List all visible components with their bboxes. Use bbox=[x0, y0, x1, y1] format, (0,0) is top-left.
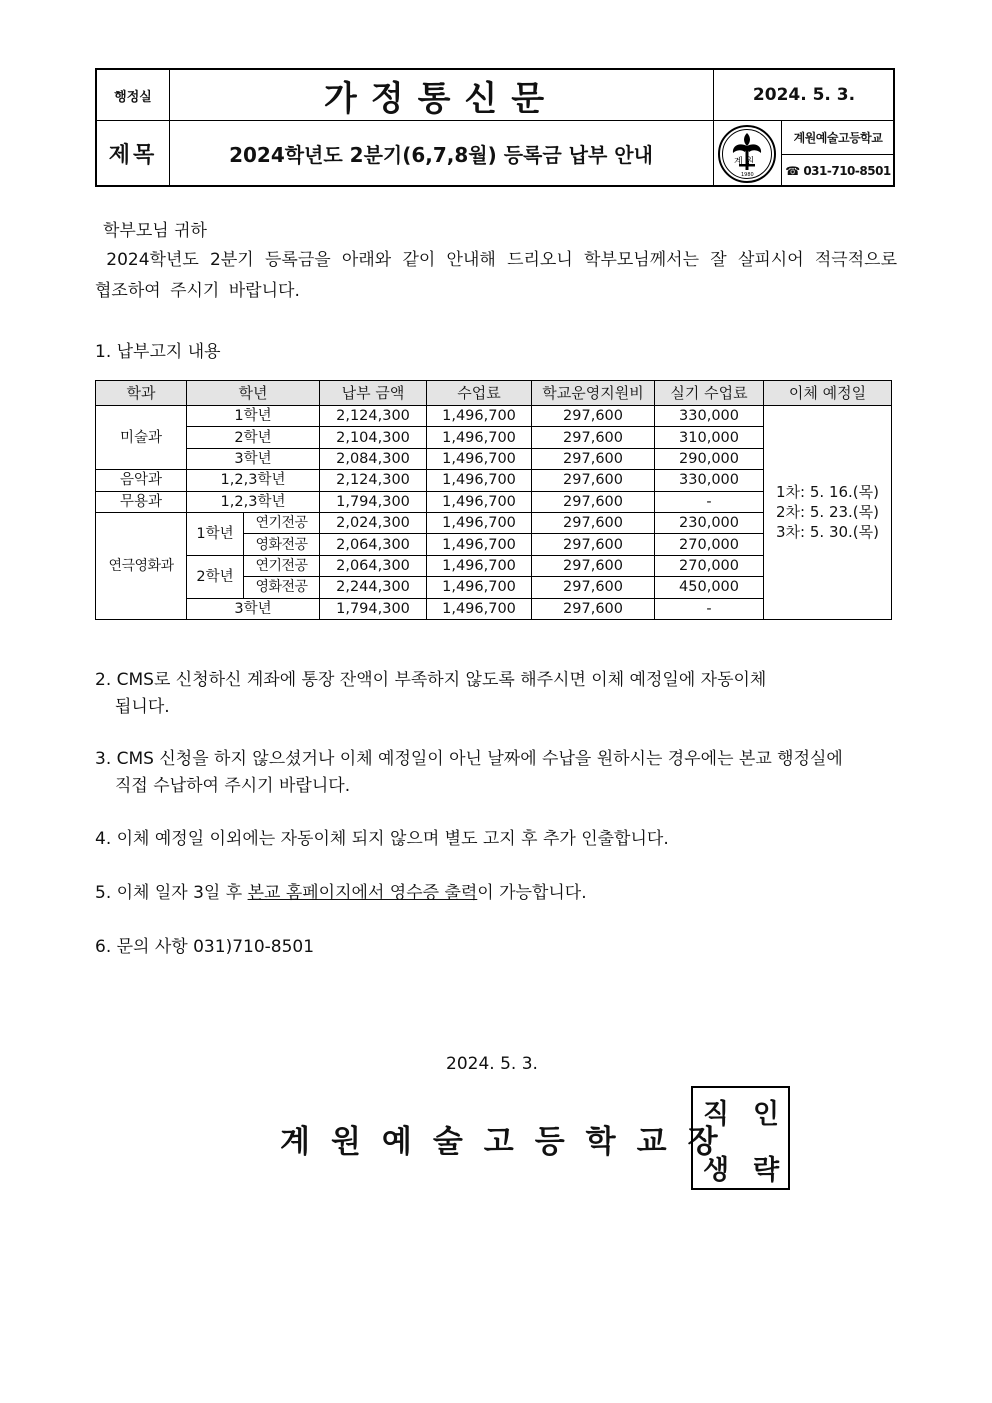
schedule-2: 2차: 5. 23.(목) bbox=[776, 503, 879, 522]
seal-char: 직 bbox=[703, 1099, 730, 1130]
dept-cell: 미술과 bbox=[96, 406, 187, 470]
tuition-cell: 1,496,700 bbox=[427, 577, 532, 598]
col-tuition: 수업료 bbox=[427, 381, 532, 406]
grade-cell: 2학년 bbox=[187, 427, 320, 448]
schedule-3: 3차: 5. 30.(목) bbox=[776, 523, 879, 542]
support-cell: 297,600 bbox=[532, 448, 655, 469]
practical-cell: - bbox=[655, 491, 764, 512]
note-5: 5. 이체 일자 3일 후 본교 홈페이지에서 영수증 출력이 가능합니다. bbox=[95, 883, 587, 903]
official-seal-box bbox=[691, 1086, 790, 1190]
practical-cell: 270,000 bbox=[655, 534, 764, 555]
major-cell: 연기전공 bbox=[244, 555, 320, 576]
document-title: 가정통신문 bbox=[323, 78, 559, 119]
major-cell: 영화전공 bbox=[244, 534, 320, 555]
support-cell: 297,600 bbox=[532, 512, 655, 533]
practical-cell: 310,000 bbox=[655, 427, 764, 448]
intro-paragraph: 2024학년도 2분기 등록금을 아래와 같이 안내해 드리오니 학부모님께서는 잘 살피시어 적극적으로 협조하여 주시기 바랍니다. bbox=[95, 250, 897, 301]
note-6: 6. 문의 사항 031)710-8501 bbox=[95, 937, 315, 957]
practical-cell: 290,000 bbox=[655, 448, 764, 469]
col-support: 학교운영지원비 bbox=[532, 381, 655, 406]
total-cell: 2,064,300 bbox=[320, 555, 427, 576]
note-3: 3. CMS 신청을 하지 않으셨거나 이체 예정일이 아닌 날짜에 수납을 원하시는 경우에는 본교 행정실에 직접 수납하여 주시기 바랍니다. bbox=[95, 749, 843, 796]
notice-header bbox=[95, 68, 895, 187]
table-header-row bbox=[96, 381, 892, 406]
tuition-cell: 1,496,700 bbox=[427, 470, 532, 491]
svg-text:계 원: 계 원 bbox=[734, 156, 755, 167]
schedule-1: 1차: 5. 16.(목) bbox=[776, 483, 879, 502]
total-cell: 2,244,300 bbox=[320, 577, 427, 598]
svg-text:1980: 1980 bbox=[741, 171, 754, 178]
seal-char: 략 bbox=[753, 1155, 780, 1186]
receipt-homepage-text: 본교 홈페이지에서 영수증 출력 bbox=[247, 883, 478, 903]
support-cell: 297,600 bbox=[532, 577, 655, 598]
office-label: 행정실 bbox=[114, 89, 152, 105]
support-cell: 297,600 bbox=[532, 534, 655, 555]
support-cell: 297,600 bbox=[532, 491, 655, 512]
grade-cell: 3학년 bbox=[187, 448, 320, 469]
seal-char: 생 bbox=[703, 1155, 730, 1186]
tuition-cell: 1,496,700 bbox=[427, 406, 532, 427]
dept-cell: 음악과 bbox=[96, 470, 187, 491]
major-cell: 연기전공 bbox=[244, 512, 320, 533]
tuition-cell: 1,496,700 bbox=[427, 427, 532, 448]
col-schedule: 이체 예정일 bbox=[764, 381, 892, 406]
subject-label: 제목 bbox=[108, 143, 158, 168]
principal-name: 계원예술고등학교장 bbox=[280, 1124, 739, 1160]
practical-cell: 270,000 bbox=[655, 555, 764, 576]
tuition-cell: 1,496,700 bbox=[427, 448, 532, 469]
support-cell: 297,600 bbox=[532, 406, 655, 427]
grade-cell: 2학년 bbox=[187, 555, 244, 598]
tuition-cell: 1,496,700 bbox=[427, 598, 532, 619]
table-row bbox=[96, 406, 892, 427]
grade-cell: 1,2,3학년 bbox=[187, 491, 320, 512]
practical-cell: 230,000 bbox=[655, 512, 764, 533]
school-logo bbox=[713, 120, 781, 187]
tuition-cell: 1,496,700 bbox=[427, 555, 532, 576]
total-cell: 2,024,300 bbox=[320, 512, 427, 533]
greeting: 학부모님 귀하 bbox=[103, 221, 207, 241]
total-cell: 2,064,300 bbox=[320, 534, 427, 555]
dept-cell: 연극영화과 bbox=[96, 512, 187, 619]
note-2: 2. CMS로 신청하신 계좌에 통장 잔액이 부족하지 않도록 해주시면 이체 예정일에 자동이체 됩니다. bbox=[95, 670, 767, 717]
tuition-table bbox=[95, 380, 892, 620]
tuition-cell: 1,496,700 bbox=[427, 534, 532, 555]
grade-cell: 3학년 bbox=[187, 598, 320, 619]
practical-cell: - bbox=[655, 598, 764, 619]
practical-cell: 330,000 bbox=[655, 406, 764, 427]
grade-cell: 1학년 bbox=[187, 512, 244, 555]
tuition-cell: 1,496,700 bbox=[427, 512, 532, 533]
seal-char: 인 bbox=[753, 1099, 780, 1130]
tuition-cell: 1,496,700 bbox=[427, 491, 532, 512]
practical-cell: 330,000 bbox=[655, 470, 764, 491]
col-total: 납부 금액 bbox=[320, 381, 427, 406]
total-cell: 1,794,300 bbox=[320, 598, 427, 619]
total-cell: 2,084,300 bbox=[320, 448, 427, 469]
practical-cell: 450,000 bbox=[655, 577, 764, 598]
grade-cell: 1,2,3학년 bbox=[187, 470, 320, 491]
total-cell: 2,124,300 bbox=[320, 470, 427, 491]
school-name: 계원예술고등학교 bbox=[793, 130, 883, 145]
section-1-title: 1. 납부고지 내용 bbox=[95, 342, 221, 362]
grade-cell: 1학년 bbox=[187, 406, 320, 427]
col-dept: 학과 bbox=[96, 381, 187, 406]
school-phone: ☎ 031-710-8501 bbox=[785, 163, 891, 178]
schedule-cell bbox=[764, 406, 892, 620]
col-grade: 학년 bbox=[187, 381, 320, 406]
total-cell: 1,794,300 bbox=[320, 491, 427, 512]
footer-date: 2024. 5. 3. bbox=[446, 1054, 538, 1074]
support-cell: 297,600 bbox=[532, 470, 655, 491]
support-cell: 297,600 bbox=[532, 598, 655, 619]
support-cell: 297,600 bbox=[532, 555, 655, 576]
total-cell: 2,104,300 bbox=[320, 427, 427, 448]
school-emblem-icon bbox=[717, 124, 777, 184]
total-cell: 2,124,300 bbox=[320, 406, 427, 427]
major-cell: 영화전공 bbox=[244, 577, 320, 598]
col-practical: 실기 수업료 bbox=[655, 381, 764, 406]
header-date: 2024. 5. 3. bbox=[752, 85, 856, 105]
note-4: 4. 이체 예정일 이외에는 자동이체 되지 않으며 별도 고지 후 추가 인출합니다. bbox=[95, 829, 669, 849]
subject-text: 2024학년도 2분기(6,7,8월) 등록금 납부 안내 bbox=[229, 143, 653, 167]
support-cell: 297,600 bbox=[532, 427, 655, 448]
dept-cell: 무용과 bbox=[96, 491, 187, 512]
